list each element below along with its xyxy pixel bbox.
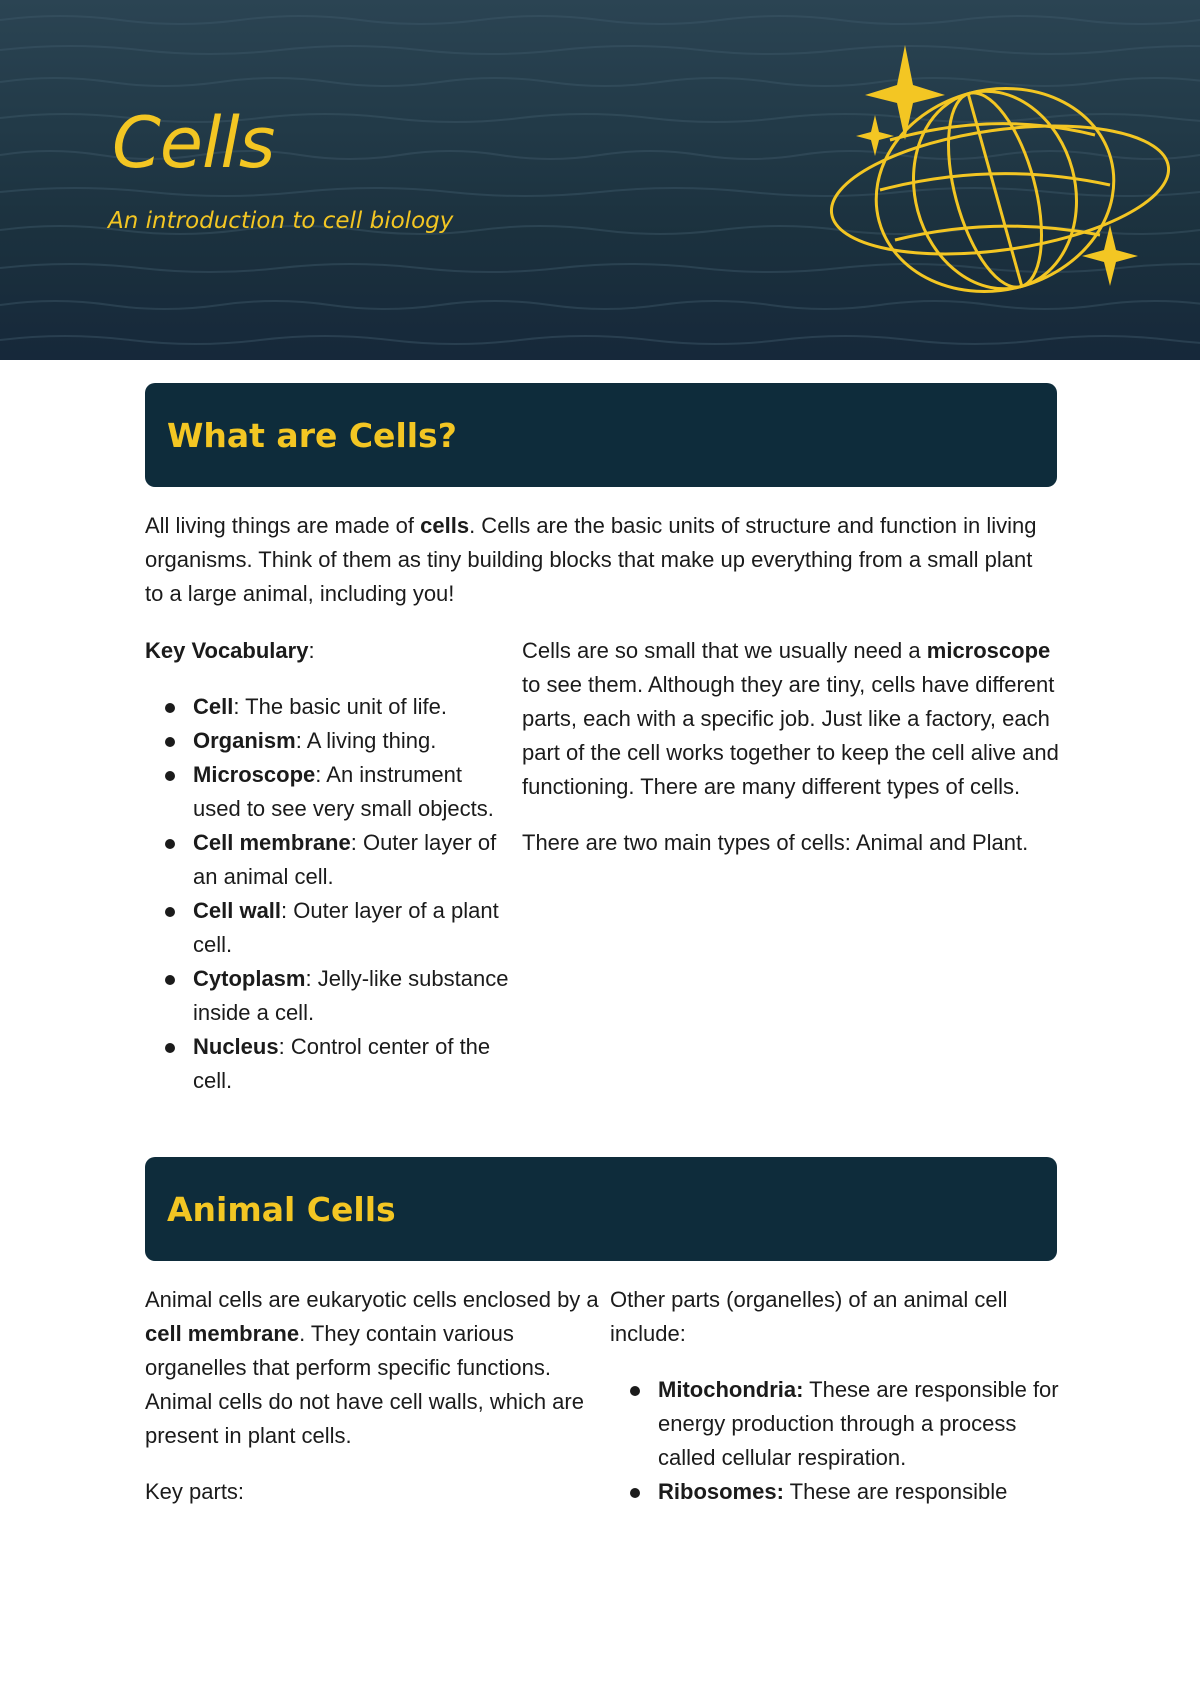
- vocab-def: : Outer layer of a plant cell.: [193, 898, 499, 957]
- vocab-def: : Outer layer of an animal cell.: [193, 830, 497, 889]
- list-item: [610, 1373, 1060, 1475]
- vocab-def: : The basic unit of life.: [233, 694, 447, 719]
- list-item: [145, 724, 515, 758]
- cells-right-column: [522, 634, 1062, 860]
- list-item: [145, 894, 515, 962]
- section-heading: What are Cells?: [167, 415, 457, 455]
- animal-left-column: [145, 1283, 600, 1509]
- para-text: to see them. Although they are tiny, cells have different parts, each with a specific job. Just like a factory, each part of the cell works together to keep the cell alive and functioning. There are many different types of cells.: [522, 672, 1059, 799]
- vocab-term: Cell: [193, 694, 234, 719]
- list-item: [610, 1475, 1060, 1509]
- organelle-list: [610, 1373, 1060, 1509]
- page-subtitle: An introduction to cell biology: [108, 208, 454, 234]
- vocab-def: : An instrument used to see very small objects.: [193, 762, 494, 821]
- para-text: Cells are so small that we usually need a: [522, 638, 927, 663]
- intro-paragraph: [145, 509, 1050, 611]
- section-header-what-are-cells: [145, 383, 1057, 487]
- list-item: [145, 690, 515, 724]
- para-bold-term: microscope: [926, 638, 1051, 663]
- vocab-colon: :: [308, 638, 315, 663]
- types-paragraph: There are two main types of cells: Animal and Plant.: [522, 830, 1029, 855]
- intro-text: . Cells are the basic units of structure and function in living organisms. Think of them as tiny building blocks that make up everything from a small plant to a large animal, including you!: [145, 513, 1037, 606]
- animal-right-column: [610, 1283, 1060, 1509]
- section-heading: Animal Cells: [167, 1189, 396, 1229]
- vocab-term: Organism: [193, 728, 296, 753]
- list-item: [145, 826, 515, 894]
- organelle-term: Mitochondria:: [658, 1377, 804, 1402]
- organelle-term: Ribosomes:: [658, 1479, 784, 1504]
- key-parts-label: Key parts:: [145, 1479, 245, 1504]
- vocab-def: : Control center of the cell.: [193, 1034, 491, 1093]
- intro-bold-term: cells: [420, 513, 470, 538]
- vocab-def: : Jelly-like substance inside a cell.: [193, 966, 509, 1025]
- globe-sparkle-icon: [820, 40, 1180, 300]
- vocab-term: Microscope: [193, 762, 316, 787]
- vocab-term: Cytoplasm: [193, 966, 306, 991]
- list-item: [145, 1030, 515, 1098]
- vocab-term: Nucleus: [193, 1034, 279, 1059]
- organelles-intro: Other parts (organelles) of an animal cell include:: [610, 1287, 1008, 1346]
- vocab-label-text: Key Vocabulary: [145, 638, 309, 663]
- para-text: Animal cells are eukaryotic cells enclosed by a: [145, 1287, 599, 1312]
- list-item: [145, 758, 515, 826]
- para-bold-term: cell membrane: [145, 1321, 300, 1346]
- vocab-list: [145, 690, 515, 1098]
- section-header-animal-cells: [145, 1157, 1057, 1261]
- header-banner: [0, 0, 1200, 360]
- page-title: Cells: [112, 102, 275, 184]
- vocab-label: [145, 634, 515, 668]
- intro-text: All living things are made of: [145, 513, 421, 538]
- vocab-column: [145, 634, 515, 1098]
- vocab-def: : A living thing.: [295, 728, 437, 753]
- para-text: . They contain various organelles that perform specific functions. Animal cells do not have cell walls, which are present in plant cells.: [145, 1321, 584, 1448]
- vocab-term: Cell membrane: [193, 830, 351, 855]
- organelle-def: These are responsible for energy production through a process called cellular respiration.: [658, 1377, 1059, 1470]
- vocab-term: Cell wall: [193, 898, 282, 923]
- list-item: [145, 962, 515, 1030]
- organelle-def: These are responsible: [783, 1479, 1008, 1504]
- microscope-paragraph: [522, 634, 1062, 804]
- animal-cells-paragraph: [145, 1283, 600, 1453]
